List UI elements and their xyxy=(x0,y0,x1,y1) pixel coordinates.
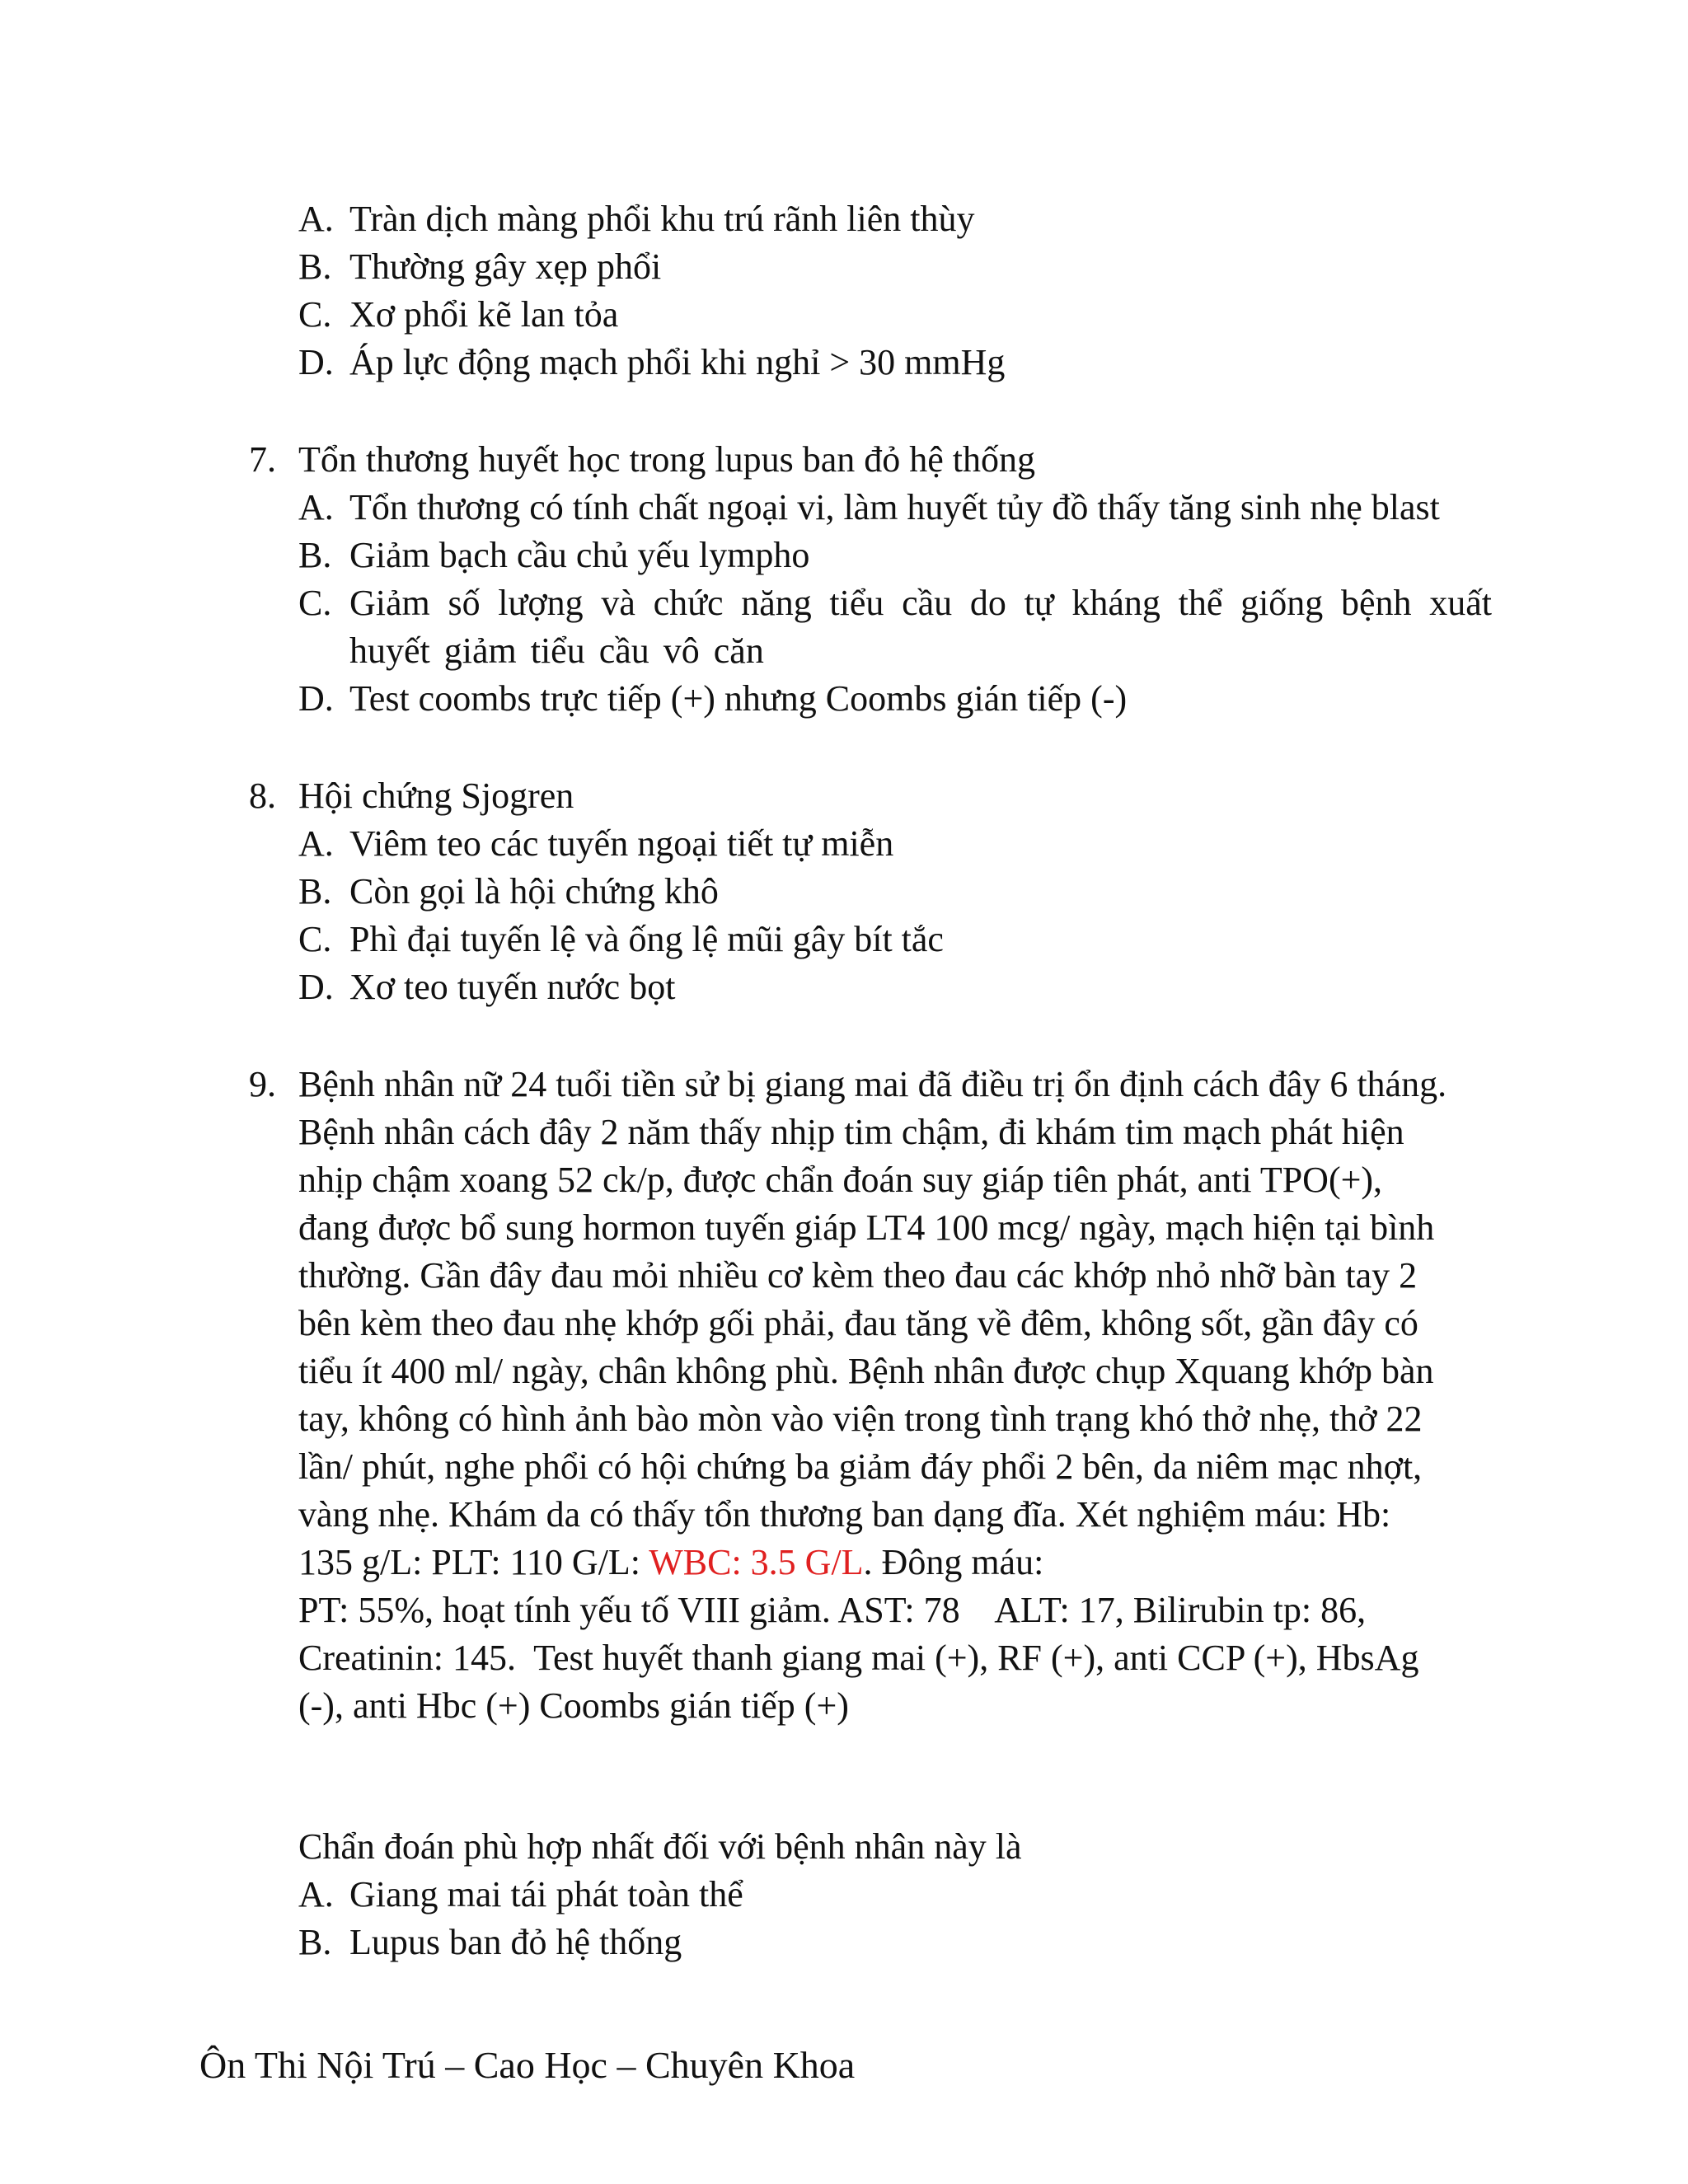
lab-results-prefix: 135 g/L: PLT: 110 G/L: xyxy=(298,1542,649,1582)
option-line xyxy=(298,820,893,868)
option-letter: A. xyxy=(298,199,334,239)
option-text: Lupus ban đỏ hệ thống xyxy=(349,1922,682,1962)
option-line xyxy=(298,868,719,916)
option-letter: C. xyxy=(298,583,332,623)
option-text: Viêm teo các tuyến ngoại tiết tự miễn xyxy=(349,823,894,864)
question-number: 8. xyxy=(249,776,276,816)
option-line xyxy=(298,339,1005,387)
option-letter: D. xyxy=(298,678,334,719)
option-line xyxy=(298,675,1127,723)
option-text: Tổn thương có tính chất ngoại vi, làm huyết tủy đồ thấy tăng sinh nhẹ blast xyxy=(349,487,1440,527)
option-text: Giảm số lượng và chức năng tiểu cầu do tự kháng thể giống bệnh xuất huyết giảm tiểu cầu vô căn xyxy=(349,583,1492,671)
question-stem-line: lần/ phút, nghe phổi có hội chứng ba giảm đáy phổi 2 bên, da niêm mạc nhợt, xyxy=(298,1446,1423,1487)
option-letter: B. xyxy=(298,246,332,287)
option-letter: B. xyxy=(298,871,332,912)
option-line xyxy=(298,1871,743,1919)
lab-results-line: Creatinin: 145. Test huyết thanh giang mai (+), RF (+), anti CCP (+), HbsAg xyxy=(298,1638,1419,1678)
question-prompt: Chẩn đoán phù hợp nhất đối với bệnh nhân này là xyxy=(298,1826,1022,1867)
page-footer: Ôn Thi Nội Trú – Cao Học – Chuyên Khoa xyxy=(199,2044,856,2086)
option-letter: C. xyxy=(298,919,332,959)
option-line xyxy=(298,195,975,243)
wbc-highlight: WBC: 3.5 G/L xyxy=(649,1542,864,1582)
lab-results-suffix: . Đông máu: xyxy=(863,1542,1044,1582)
lab-results-line xyxy=(298,1539,1043,1586)
option-letter: B. xyxy=(298,1922,332,1962)
option-text: Test coombs trực tiếp (+) nhưng Coombs gián tiếp (-) xyxy=(349,678,1128,719)
question-stem-line: Bệnh nhân nữ 24 tuổi tiền sử bị giang mai đã điều trị ổn định cách đây 6 tháng. xyxy=(298,1064,1447,1104)
question-stem-line: tay, không có hình ảnh bào mòn vào viện trong tình trạng khó thở nhẹ, thở 22 xyxy=(298,1399,1423,1439)
question-stem-line: bên kèm theo đau nhẹ khớp gối phải, đau tăng về đêm, không sốt, gần đây có xyxy=(298,1303,1418,1343)
question-stem: Tổn thương huyết học trong lupus ban đỏ hệ thống xyxy=(298,439,1036,480)
option-text: Giảm bạch cầu chủ yếu lympho xyxy=(349,535,810,575)
option-letter: D. xyxy=(298,342,334,382)
option-letter: A. xyxy=(298,487,334,527)
option-letter: A. xyxy=(298,1874,334,1915)
question-number: 7. xyxy=(249,439,276,480)
option-letter: D. xyxy=(298,967,334,1007)
option-text: Phì đại tuyến lệ và ống lệ mũi gây bít tắc xyxy=(349,919,944,959)
lab-results-line: (-), anti Hbc (+) Coombs gián tiếp (+) xyxy=(298,1685,849,1726)
question-stem-line: vàng nhẹ. Khám da có thấy tổn thương ban dạng đĩa. Xét nghiệm máu: Hb: xyxy=(298,1494,1391,1535)
question-stem-line: tiểu ít 400 ml/ ngày, chân không phù. Bệnh nhân được chụp Xquang khớp bàn xyxy=(298,1351,1434,1391)
option-letter: A. xyxy=(298,823,334,864)
question-number: 9. xyxy=(249,1064,276,1104)
lab-results-line: PT: 55%, hoạt tính yếu tố VIII giảm. AST: 78 ALT: 17, Bilirubin tp: 86, xyxy=(298,1590,1367,1630)
option-line xyxy=(298,916,944,963)
option-text: Xơ teo tuyến nước bọt xyxy=(349,967,676,1007)
option-text: Áp lực động mạch phổi khi nghỉ > 30 mmHg xyxy=(349,342,1006,382)
option-line xyxy=(298,291,618,339)
question-stem-line: đang được bổ sung hormon tuyến giáp LT4 100 mcg/ ngày, mạch hiện tại bình xyxy=(298,1207,1435,1248)
option-text: Tràn dịch màng phổi khu trú rãnh liên thùy xyxy=(349,199,975,239)
option-text: Giang mai tái phát toàn thể xyxy=(349,1874,743,1915)
option-letter: B. xyxy=(298,535,332,575)
question-stem-line: Bệnh nhân cách đây 2 năm thấy nhịp tim chậm, đi khám tim mạch phát hiện xyxy=(298,1112,1404,1152)
option-line xyxy=(298,963,675,1011)
question-stem: Hội chứng Sjogren xyxy=(298,776,574,816)
option-line xyxy=(298,532,809,579)
option-text: Xơ phổi kẽ lan tỏa xyxy=(349,294,619,335)
option-text: Còn gọi là hội chứng khô xyxy=(349,871,719,912)
question-stem-line: nhịp chậm xoang 52 ck/p, được chẩn đoán suy giáp tiên phát, anti TPO(+), xyxy=(298,1160,1383,1200)
option-line xyxy=(298,579,1492,675)
option-line xyxy=(298,1919,682,1966)
option-line xyxy=(298,243,661,291)
option-text: Thường gây xẹp phổi xyxy=(349,246,662,287)
option-letter: C. xyxy=(298,294,332,335)
option-line xyxy=(298,484,1440,532)
question-stem-line: thường. Gần đây đau mỏi nhiều cơ kèm theo đau các khớp nhỏ nhỡ bàn tay 2 xyxy=(298,1255,1418,1296)
